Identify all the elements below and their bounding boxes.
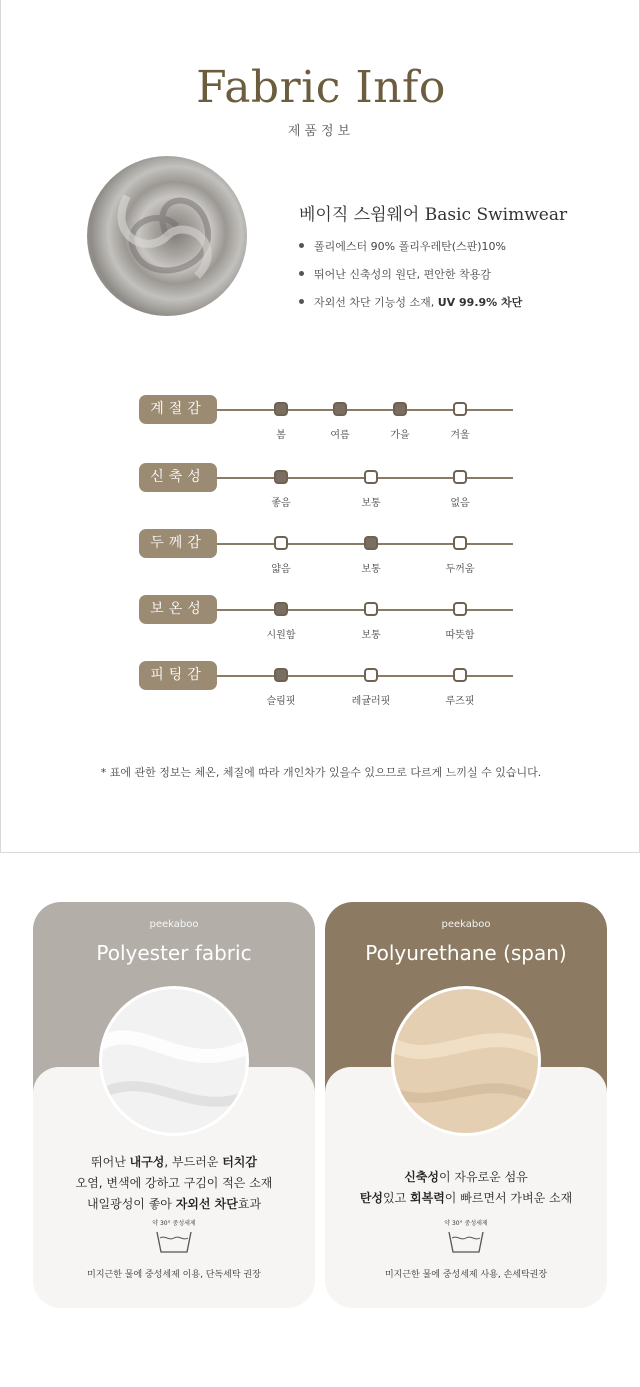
desc-text: 이 빠르면서 가벼운 소재 (444, 1191, 573, 1205)
attribute-row (139, 661, 519, 721)
desc-text: 내일광성이 좋아 (86, 1197, 176, 1211)
attribute-label: 신축성 (139, 463, 217, 492)
attribute-label: 계절감 (139, 395, 217, 424)
scale-option-label: 겨울 (450, 430, 470, 441)
feature-text: 자외선 차단 기능성 소재, (314, 296, 438, 309)
attribute-scale-line (217, 409, 513, 411)
card-title: Polyurethane (span) (365, 941, 567, 965)
scale-marker-selected (274, 470, 288, 484)
fabric-swatch-image (87, 156, 247, 316)
scale-option-label: 슬림핏 (266, 696, 296, 707)
scale-option-label: 가을 (390, 430, 410, 441)
attribute-label: 피팅감 (139, 661, 217, 690)
care-instructions: 미지근한 물에 중성세제 이용, 단독세탁 권장 (87, 1270, 261, 1280)
fabric-circle-image (391, 986, 541, 1136)
card-title: Polyester fabric (96, 941, 252, 965)
attribute-row (139, 595, 519, 655)
product-feature-list (299, 238, 522, 322)
card-description (33, 1152, 315, 1215)
scale-option-label: 없음 (450, 498, 470, 509)
brand-logo: peekaboo (149, 919, 199, 930)
scale-marker-selected (333, 402, 347, 416)
feature-text: 폴리에스터 90% 폴리우레탄(스판)10% (314, 240, 506, 253)
desc-bold: 탄성 (359, 1191, 384, 1205)
desc-text: 뛰어난 (91, 1155, 130, 1169)
scale-marker (453, 470, 467, 484)
feature-bold-text: UV 99.9% 차단 (437, 296, 523, 309)
attribute-row (139, 395, 519, 455)
care-instructions: 미지근한 물에 중성세제 사용, 손세탁권장 (384, 1270, 548, 1280)
wash-basin-icon (149, 1218, 199, 1258)
wash-basin-icon (441, 1218, 491, 1258)
scale-option-label: 두꺼움 (445, 564, 475, 575)
scale-option-label: 보통 (361, 498, 381, 509)
scale-option-label: 얇음 (271, 564, 291, 575)
desc-line (325, 1167, 607, 1188)
fabric-fold-graphic (394, 989, 541, 1136)
scale-option-label: 여름 (330, 430, 350, 441)
scale-option-label: 보통 (361, 564, 381, 575)
desc-bold: 내구성 (129, 1155, 165, 1169)
fabric-fold-graphic (102, 989, 249, 1136)
feature-item (299, 266, 522, 294)
desc-text: 이 자유로운 섬유 (439, 1170, 528, 1184)
scale-option-label: 루즈핏 (445, 696, 475, 707)
card-description (325, 1167, 607, 1209)
disclaimer-note: * 표에 관한 정보는 체온, 체질에 따라 개인차가 있을수 있으므로 다르게 느끼실 수 있습니다. (100, 766, 542, 779)
scale-marker (364, 470, 378, 484)
page-subtitle: 제품정보 (287, 124, 355, 139)
scale-marker-selected (274, 668, 288, 682)
desc-line (325, 1188, 607, 1209)
desc-bold: 회복력 (410, 1191, 445, 1205)
scale-option-label: 따뜻함 (445, 630, 475, 641)
scale-option-label: 좋음 (271, 498, 291, 509)
desc-line (33, 1194, 315, 1215)
scale-marker-selected (274, 602, 288, 616)
desc-bold: 자외선 차단 (175, 1197, 238, 1211)
polyester-card (33, 902, 315, 1308)
wash-label: 약 30° 중성세제 (444, 1220, 488, 1227)
scale-marker (453, 602, 467, 616)
desc-bold: 신축성 (404, 1170, 439, 1184)
scale-marker (274, 536, 288, 550)
feature-item (299, 238, 522, 266)
attribute-row (139, 529, 519, 589)
scale-marker-selected (364, 536, 378, 550)
scale-marker (453, 668, 467, 682)
desc-text: 오염, 변색에 강하고 구김이 적은 소재 (75, 1176, 273, 1190)
scale-option-label: 시원함 (266, 630, 296, 641)
wash-label: 약 30° 중성세제 (152, 1220, 196, 1227)
desc-text: 있고 (383, 1191, 411, 1205)
attribute-label: 보온성 (139, 595, 217, 624)
polyurethane-card (325, 902, 607, 1308)
scale-marker (364, 602, 378, 616)
product-name: 베이직 스윔웨어 Basic Swimwear (299, 205, 568, 225)
brand-logo: peekaboo (441, 919, 491, 930)
wash-icon-graphic (149, 1218, 199, 1258)
wash-icon-graphic (441, 1218, 491, 1258)
page-title: Fabric Info (196, 62, 446, 113)
feature-text: 뛰어난 신축성의 원단, 편안한 착용감 (314, 268, 491, 281)
scale-option-label: 레귤러핏 (351, 696, 391, 707)
fabric-circle-image (99, 986, 249, 1136)
desc-line (33, 1152, 315, 1173)
scale-option-label: 봄 (276, 430, 286, 441)
desc-text: , 부드러운 (164, 1155, 223, 1169)
feature-item (299, 294, 522, 322)
scale-marker (453, 402, 467, 416)
desc-bold: 터치감 (222, 1155, 257, 1169)
scale-option-label: 보통 (361, 630, 381, 641)
desc-line (33, 1173, 315, 1194)
attribute-label: 두께감 (139, 529, 217, 558)
desc-text: 효과 (237, 1197, 262, 1211)
scale-marker-selected (274, 402, 288, 416)
fabric-swirl-graphic (87, 156, 247, 316)
scale-marker (364, 668, 378, 682)
scale-marker-selected (393, 402, 407, 416)
scale-marker (453, 536, 467, 550)
attribute-row (139, 463, 519, 523)
